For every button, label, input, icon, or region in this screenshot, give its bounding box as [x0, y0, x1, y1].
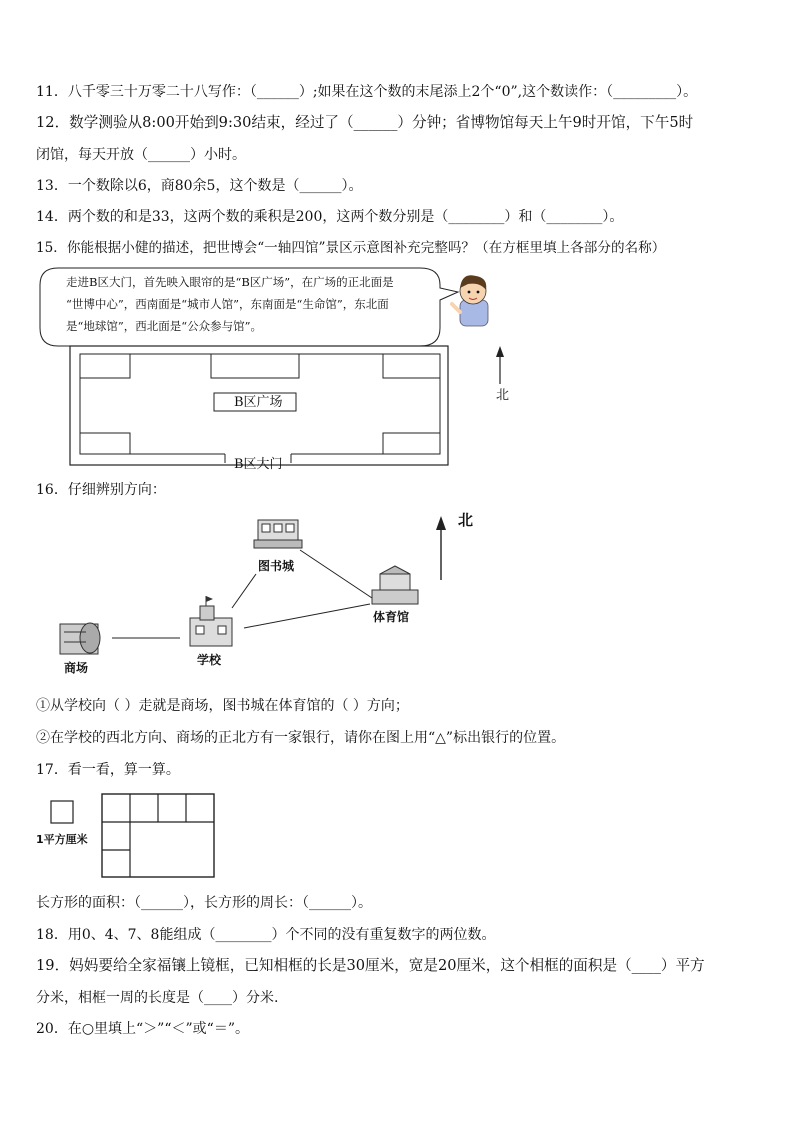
rectangle-grid [102, 794, 214, 877]
question-16-part1: ①从学校向（ ）走就是商场，图书城在体育馆的（ ）方向； [36, 698, 409, 714]
library-label: 图书城 [258, 559, 295, 573]
question-12-line1: 12．数学测验从8:00开始到9:30结束，经过了（______）分钟；省博物馆每天上午9时开馆，下午5时 [36, 114, 694, 131]
unit-square-label: 1平方厘米 [36, 833, 88, 846]
question-20: 20．在○里填上“＞”“＜”或“＝”。 [36, 1021, 249, 1037]
question-11: 11．八千零三十万零二十八写作：（______）;如果在这个数的末尾添上2个“0”,这个数读作：（_________）。 [36, 84, 698, 100]
unit-square [51, 801, 73, 823]
gate-label: B区大门 [234, 457, 283, 472]
question-15: 15．你能根据小健的描述，把世博会“一轴四馆”景区示意图补充完整吗？（在方框里填上各部分的名称） [36, 240, 666, 256]
plaza-label: B区广场 [234, 395, 283, 410]
gym-label: 体育馆 [373, 610, 410, 624]
bubble-line-2: “世博中心”，西南面是“城市人馆”，东南面是“生命馆”，东北面 [66, 297, 389, 311]
question-13: 13．一个数除以6，商80余5，这个数是（______）。 [36, 178, 363, 194]
mall-label: 商场 [64, 661, 89, 675]
question-17-answer: 长方形的面积：（______），长方形的周长：（______）。 [36, 895, 372, 911]
bubble-line-1: 走进B区大门，首先映入眼帘的是“B区广场”，在广场的正北面是 [66, 275, 394, 289]
question-17: 17．看一看，算一算。 [36, 762, 180, 778]
north-label-16: 北 [458, 511, 474, 529]
bubble-line-3: 是“地球馆”，西北面是“公众参与馆”。 [66, 319, 263, 333]
north-label-15: 北 [496, 388, 510, 403]
question-19-line1: 19．妈妈要给全家福镶上镜框，已知相框的长是30厘米，宽是20厘米，这个相框的面积是（____）平方 [36, 957, 705, 974]
question-16: 16．仔细辨别方向： [36, 482, 166, 498]
question-12-line2: 闭馆，每天开放（______）小时。 [36, 147, 246, 163]
question-19-line2: 分米，相框一周的长度是（____）分米. [36, 990, 279, 1006]
school-label: 学校 [197, 653, 222, 667]
question-14: 14．两个数的和是33，这两个数的乘积是200，这两个数分别是（________）和（________）。 [36, 209, 624, 225]
question-16-part2: ②在学校的西北方向、商场的正北方有一家银行，请你在图上用“△”标出银行的位置。 [36, 730, 566, 746]
question-18: 18．用0、4、7、8能组成（________）个不同的没有重复数字的两位数。 [36, 927, 496, 943]
